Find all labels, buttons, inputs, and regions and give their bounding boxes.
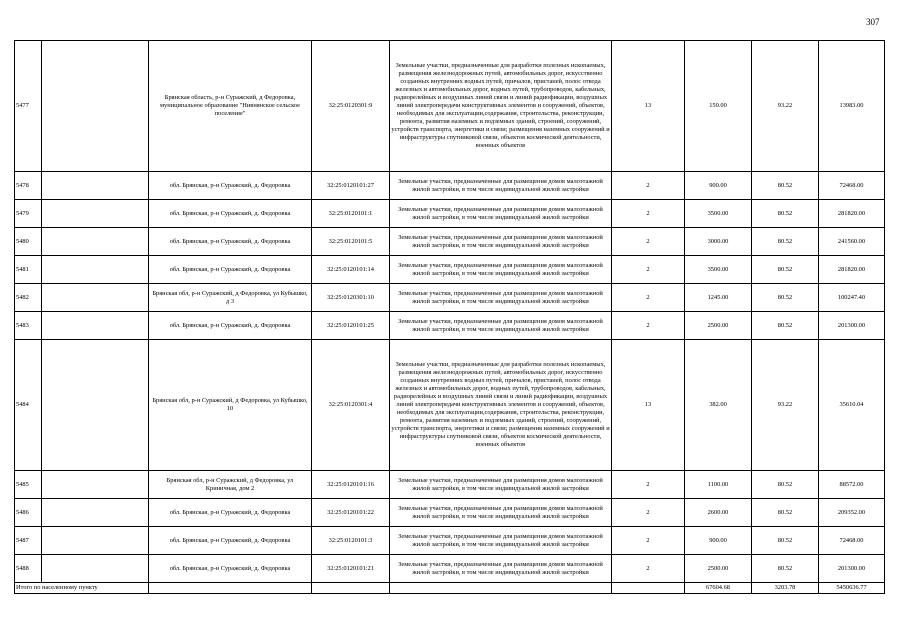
cell-area: 3500.00 bbox=[685, 256, 752, 284]
table-row bbox=[15, 228, 885, 256]
cell-value: 100247.40 bbox=[819, 284, 885, 312]
cell-blank bbox=[312, 583, 390, 594]
cell-group: 2 bbox=[612, 555, 685, 583]
cell-address: обл. Брянская, р-н Суражский, д. Федоровка bbox=[149, 172, 312, 200]
table-row bbox=[15, 499, 885, 527]
cell-rate: 80.52 bbox=[752, 312, 819, 340]
cell-cadastral-number: 32:25:0120301:9 bbox=[312, 41, 390, 172]
cell-purpose: Земельные участки, предназначенные для размещения домов малоэтажной жилой застройки, в том числе индивидуальной жилой застройки bbox=[390, 284, 612, 312]
cell-address: обл. Брянская, р-н Суражский, д. Федоровка bbox=[149, 499, 312, 527]
cell-purpose: Земельные участки, предназначенные для разработки полезных ископаемых, размещения железнодорожных путей, автомобильных дорог, искусственно созданных внутренних водных путей, причалов, пристаней, полос отвода железных и автомобильных дорог, водных путей, трубопроводов, кабельных, радиорелейных и воздушных линий связи и линий радиофикации, воздушных линий электропередачи конструктивных элементов и сооружений, объектов, необходимых для эксплуатации,содержания, строительства, реконструкции, ремонта, развития наземных и подземных зданий, строений, сооружений, устройств транспорта, энергетики и связи; размещения наземных сооружений и инфраструктуры спутниковой связи, объектов космической деятельности, военных объектов bbox=[390, 340, 612, 471]
cell-blank bbox=[42, 228, 149, 256]
cell-purpose: Земельные участки, предназначенные для размещения домов малоэтажной жилой застройки, в том числе индивидуальной жилой застройки bbox=[390, 256, 612, 284]
cell-number: 5482 bbox=[15, 284, 42, 312]
table-row bbox=[15, 340, 885, 471]
cell-rate: 80.52 bbox=[752, 228, 819, 256]
cell-blank bbox=[42, 340, 149, 471]
cell-number: 5485 bbox=[15, 471, 42, 499]
cell-group: 2 bbox=[612, 200, 685, 228]
cell-number: 5488 bbox=[15, 555, 42, 583]
cell-number: 5486 bbox=[15, 499, 42, 527]
cell-area: 2500.00 bbox=[685, 555, 752, 583]
cell-group: 2 bbox=[612, 284, 685, 312]
cell-value: 72468.00 bbox=[819, 527, 885, 555]
cell-address: Брянская обл, р-н Суражский, д Федоровка, ул Криничная, дом 2 bbox=[149, 471, 312, 499]
total-area: 67604.68 bbox=[685, 583, 752, 594]
cell-blank bbox=[42, 256, 149, 284]
total-label: Итого по населенному пункту bbox=[15, 583, 149, 594]
cell-blank bbox=[42, 41, 149, 172]
cell-purpose: Земельные участки, предназначенные для размещения домов малоэтажной жилой застройки, в том числе индивидуальной жилой застройки bbox=[390, 471, 612, 499]
cell-number: 5487 bbox=[15, 527, 42, 555]
cell-group: 13 bbox=[612, 41, 685, 172]
cell-blank bbox=[390, 583, 612, 594]
cell-value: 281820.00 bbox=[819, 200, 885, 228]
cell-group: 2 bbox=[612, 527, 685, 555]
cell-blank bbox=[42, 172, 149, 200]
cell-cadastral-number: 32:25:0120101:1 bbox=[312, 200, 390, 228]
cell-value: 88572.00 bbox=[819, 471, 885, 499]
cell-number: 5478 bbox=[15, 172, 42, 200]
total-value: 5450636.77 bbox=[819, 583, 885, 594]
cell-value: 201300.00 bbox=[819, 555, 885, 583]
cell-address: Брянская область, р-н Суражский, д Федоровка, муниципальное образование "Нивнянское сельское поселение" bbox=[149, 41, 312, 172]
cell-blank bbox=[149, 583, 312, 594]
cell-blank bbox=[612, 583, 685, 594]
cell-value: 201300.00 bbox=[819, 312, 885, 340]
cell-rate: 80.52 bbox=[752, 499, 819, 527]
table-row bbox=[15, 527, 885, 555]
cell-number: 5480 bbox=[15, 228, 42, 256]
cell-rate: 80.52 bbox=[752, 555, 819, 583]
cell-purpose: Земельные участки, предназначенные для размещения домов малоэтажной жилой застройки, в том числе индивидуальной жилой застройки bbox=[390, 172, 612, 200]
table-row bbox=[15, 256, 885, 284]
cell-purpose: Земельные участки, предназначенные для размещения домов малоэтажной жилой застройки, в том числе индивидуальной жилой застройки bbox=[390, 527, 612, 555]
cell-cadastral-number: 32:25:0120101:27 bbox=[312, 172, 390, 200]
cell-cadastral-number: 32:25:0120301:10 bbox=[312, 284, 390, 312]
total-rate: 3203.78 bbox=[752, 583, 819, 594]
cell-number: 5483 bbox=[15, 312, 42, 340]
cell-number: 5477 bbox=[15, 41, 42, 172]
cell-area: 1245.00 bbox=[685, 284, 752, 312]
cell-cadastral-number: 32:25:0120301:4 bbox=[312, 340, 390, 471]
cell-rate: 80.52 bbox=[752, 256, 819, 284]
cell-rate: 80.52 bbox=[752, 471, 819, 499]
table-row bbox=[15, 172, 885, 200]
cell-group: 2 bbox=[612, 256, 685, 284]
cell-value: 72468.00 bbox=[819, 172, 885, 200]
page-number: 307 bbox=[866, 17, 880, 27]
land-plots-table bbox=[14, 40, 885, 594]
cell-purpose: Земельные участки, предназначенные для размещения домов малоэтажной жилой застройки, в том числе индивидуальной жилой застройки bbox=[390, 228, 612, 256]
cell-blank bbox=[42, 200, 149, 228]
cell-area: 900.00 bbox=[685, 527, 752, 555]
table-row bbox=[15, 471, 885, 499]
cell-blank bbox=[42, 312, 149, 340]
cell-area: 2500.00 bbox=[685, 312, 752, 340]
cell-blank bbox=[42, 284, 149, 312]
cell-blank bbox=[42, 555, 149, 583]
table-row bbox=[15, 41, 885, 172]
cell-purpose: Земельные участки, предназначенные для размещения домов малоэтажной жилой застройки, в том числе индивидуальной жилой застройки bbox=[390, 499, 612, 527]
cell-blank bbox=[42, 471, 149, 499]
cell-group: 2 bbox=[612, 172, 685, 200]
cell-value: 13983.00 bbox=[819, 41, 885, 172]
cell-area: 3000.00 bbox=[685, 228, 752, 256]
cell-value: 281820.00 bbox=[819, 256, 885, 284]
cell-address: обл. Брянская, р-н Суражский, д. Федоровка bbox=[149, 256, 312, 284]
cell-cadastral-number: 32:25:0120101:5 bbox=[312, 228, 390, 256]
cell-number: 5481 bbox=[15, 256, 42, 284]
cell-address: обл. Брянская, р-н Суражский, д. Федоровка bbox=[149, 555, 312, 583]
table-row bbox=[15, 312, 885, 340]
cell-group: 2 bbox=[612, 471, 685, 499]
cell-rate: 93.22 bbox=[752, 41, 819, 172]
cell-blank bbox=[42, 499, 149, 527]
cell-address: Брянская обл, р-н Суражский, д Федоровка, ул Кубышко, 10 bbox=[149, 340, 312, 471]
cell-purpose: Земельные участки, предназначенные для разработки полезных ископаемых, размещения железнодорожных путей, автомобильных дорог, искусственно созданных внутренних водных путей, причалов, пристаней, полос отвода железных и автомобильных дорог, водных путей, трубопроводов, кабельных, радиорелейных и воздушных линий связи и линий радиофикации, воздушных линий электропередачи конструктивных элементов и сооружений, объектов, необходимых для эксплуатации,содержания, строительства, реконструкции, ремонта, развития наземных и подземных зданий, строений, сооружений, устройств транспорта, энергетики и связи; размещения наземных сооружений и инфраструктуры спутниковой связи, объектов космической деятельности, военных объектов bbox=[390, 41, 612, 172]
table-row bbox=[15, 555, 885, 583]
cell-group: 13 bbox=[612, 340, 685, 471]
cell-purpose: Земельные участки, предназначенные для размещения домов малоэтажной жилой застройки, в том числе индивидуальной жилой застройки bbox=[390, 200, 612, 228]
cell-value: 209352.00 bbox=[819, 499, 885, 527]
cell-cadastral-number: 32:25:0120101:22 bbox=[312, 499, 390, 527]
cell-group: 2 bbox=[612, 499, 685, 527]
cell-group: 2 bbox=[612, 312, 685, 340]
cell-purpose: Земельные участки, предназначенные для размещения домов малоэтажной жилой застройки, в том числе индивидуальной жилой застройки bbox=[390, 312, 612, 340]
cell-rate: 80.52 bbox=[752, 200, 819, 228]
cell-rate: 80.52 bbox=[752, 172, 819, 200]
cell-value: 241560.00 bbox=[819, 228, 885, 256]
cell-cadastral-number: 32:25:0120101:21 bbox=[312, 555, 390, 583]
cell-area: 150.00 bbox=[685, 41, 752, 172]
cell-area: 1100.00 bbox=[685, 471, 752, 499]
cell-number: 5479 bbox=[15, 200, 42, 228]
cell-blank bbox=[42, 527, 149, 555]
cell-area: 2600.00 bbox=[685, 499, 752, 527]
cell-address: обл. Брянская, р-н Суражский, д. Федоровка bbox=[149, 312, 312, 340]
cell-rate: 80.52 bbox=[752, 284, 819, 312]
cell-group: 2 bbox=[612, 228, 685, 256]
table-row bbox=[15, 200, 885, 228]
cell-area: 382.00 bbox=[685, 340, 752, 471]
cell-rate: 80.52 bbox=[752, 527, 819, 555]
table-body bbox=[15, 41, 885, 594]
cell-purpose: Земельные участки, предназначенные для размещения домов малоэтажной жилой застройки, в том числе индивидуальной жилой застройки bbox=[390, 555, 612, 583]
cell-area: 3500.00 bbox=[685, 200, 752, 228]
cell-cadastral-number: 32:25:0120101:25 bbox=[312, 312, 390, 340]
cell-rate: 93.22 bbox=[752, 340, 819, 471]
cell-address: обл. Брянская, р-н Суражский, д. Федоровка bbox=[149, 228, 312, 256]
cell-value: 35610.04 bbox=[819, 340, 885, 471]
total-row bbox=[15, 583, 885, 594]
cell-address: Брянская обл, р-н Суражский, д Федоровка, ул Кубышко, д 3 bbox=[149, 284, 312, 312]
cell-cadastral-number: 32:25:0120101:3 bbox=[312, 527, 390, 555]
table-row bbox=[15, 284, 885, 312]
cell-cadastral-number: 32:25:0120101:16 bbox=[312, 471, 390, 499]
cell-address: обл. Брянская, р-н Суражский, д. Федоровка bbox=[149, 200, 312, 228]
cell-cadastral-number: 32:25:0120101:14 bbox=[312, 256, 390, 284]
cell-area: 900.00 bbox=[685, 172, 752, 200]
cell-address: обл. Брянская, р-н Суражский, д. Федоровка bbox=[149, 527, 312, 555]
cell-number: 5484 bbox=[15, 340, 42, 471]
